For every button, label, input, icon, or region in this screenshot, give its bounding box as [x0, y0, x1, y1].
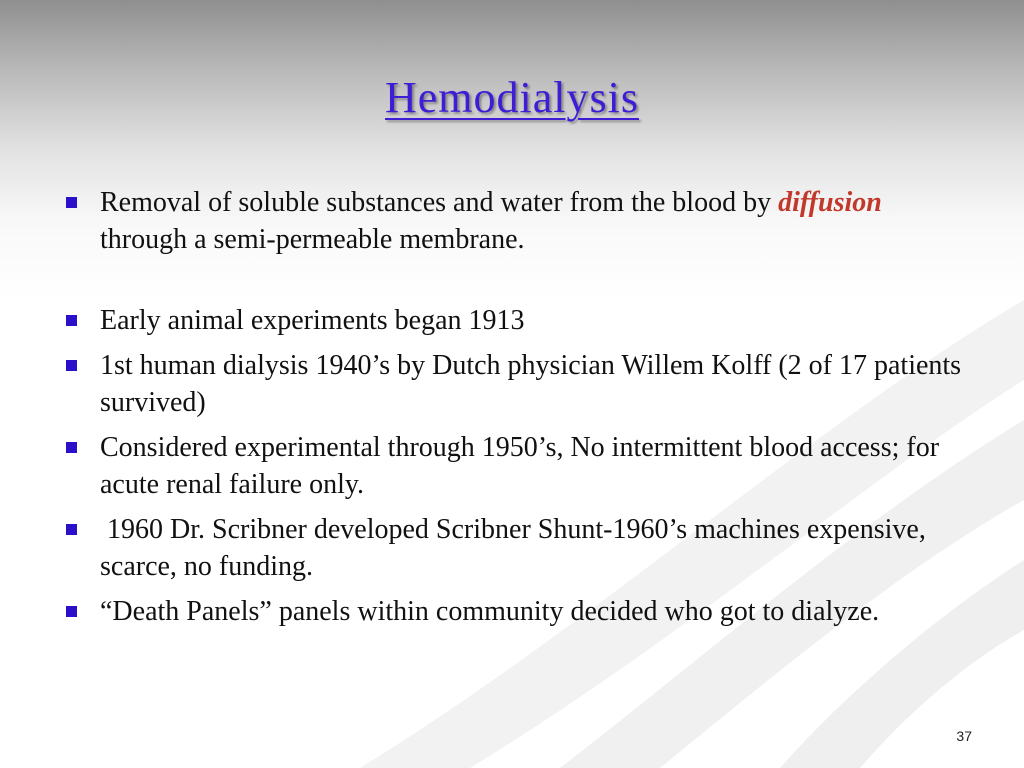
bullet-item-2 [64, 302, 964, 339]
bullet-item-1 [64, 184, 964, 258]
square-bullet-icon [66, 197, 77, 208]
bullet-text-1b: through a semi-permeable membrane. [100, 224, 525, 255]
bullet-item-6 [64, 593, 964, 630]
bullet-emphasis-diffusion: diffusion [778, 187, 882, 218]
bullet-text-1a: Removal of soluble substances and water from the blood by [100, 187, 779, 218]
bullet-text-6: “Death Panels” panels within community decided who got to dialyze. [100, 596, 880, 627]
bullet-item-3 [64, 347, 964, 421]
bullet-item-5 [64, 511, 964, 585]
square-bullet-icon [66, 524, 77, 535]
bullet-text-2: Early animal experiments began 1913 [100, 305, 525, 336]
bullet-item-4 [64, 429, 964, 503]
bullet-text-3: 1st human dialysis 1940’s by Dutch physician Willem Kolff (2 of 17 patients survived) [100, 350, 962, 418]
slide-title: Hemodialysis [385, 73, 639, 122]
page-number: 37 [956, 728, 972, 744]
bullet-text-5: 1960 Dr. Scribner developed Scribner Shunt-1960’s machines expensive, scarce, no funding. [100, 514, 933, 582]
square-bullet-icon [66, 442, 77, 453]
square-bullet-icon [66, 360, 77, 371]
square-bullet-icon [66, 315, 77, 326]
square-bullet-icon [66, 606, 77, 617]
bullet-list [64, 184, 964, 638]
bullet-text-4: Considered experimental through 1950’s, No intermittent blood access; for acute renal failure only. [100, 432, 940, 500]
